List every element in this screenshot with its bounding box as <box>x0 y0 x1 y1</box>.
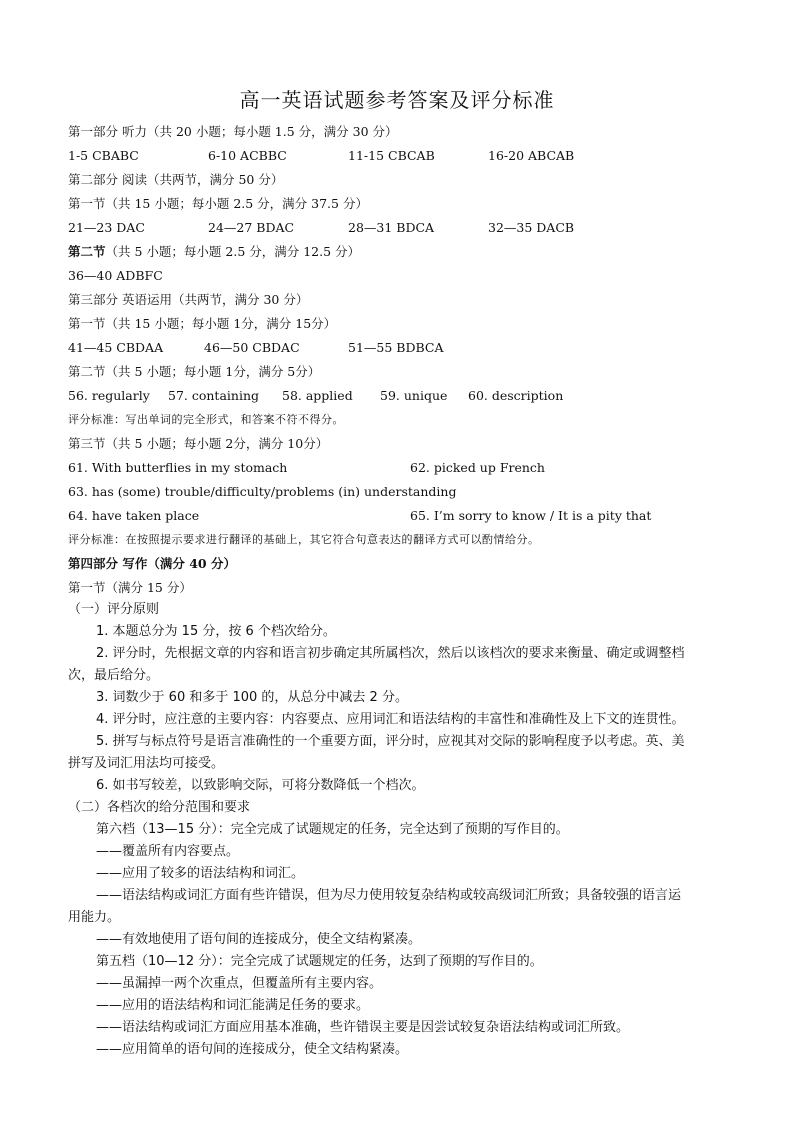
part3-sec2-heading: 第二节（共 5 小题；每小题 1分，满分 5分） <box>68 364 321 379</box>
part4-sec1-heading: 第一节（满分 15 分） <box>68 580 192 595</box>
scoring-note: 评分标准：写出单词的完全形式，和答案不符不得分。 <box>68 413 344 426</box>
level-heading: 第五档（10—12 分）：完全完成了试题规定的任务，达到了预期的写作目的。 <box>96 954 543 969</box>
answer-group: 32—35 DACB <box>488 220 575 235</box>
answer-group: 1-5 CBABC <box>68 148 139 163</box>
level-item: ——有效地使用了语句间的连接成分，使全文结构紧凑。 <box>96 932 422 947</box>
answer-group: 46—50 CBDAC <box>204 340 300 355</box>
principle-item: 6. 如书写较差，以致影响交际，可将分数降低一个档次。 <box>96 778 425 793</box>
answer-word: 58. applied <box>282 388 353 403</box>
answer-word: 57. containing <box>168 388 260 403</box>
level-item: ——覆盖所有内容要点。 <box>96 844 240 859</box>
level-item: ——应用了较多的语法结构和词汇。 <box>96 866 305 881</box>
answer-word: 59. unique <box>380 388 448 403</box>
level-item: ——应用简单的语句间的连接成分，使全文结构紧凑。 <box>96 1042 409 1057</box>
sec2-heading-rest: （共 5 小题；每小题 2.5 分，满分 12.5 分） <box>105 244 361 259</box>
answer-word: 56. regularly <box>68 388 150 403</box>
principle-item: 3. 词数少于 60 和多于 100 的，从总分中减去 2 分。 <box>96 690 408 705</box>
translation-answer: 62. picked up French <box>410 460 545 475</box>
part3-heading: 第三部分 英语运用（共两节，满分 30 分） <box>68 292 309 307</box>
answer-group: 16-20 ABCAB <box>488 148 575 163</box>
part2-sec1-heading: 第一节（共 15 小题；每小题 2.5 分，满分 37.5 分） <box>68 196 368 211</box>
level-item: ——语法结构或词汇方面有些许错误，但为尽力使用较复杂结构或较高级词汇所致；具备较强的语言运 <box>96 888 682 903</box>
answer-group: 41—45 CBDAA <box>68 340 164 355</box>
sec2-heading-bold: 第二节 <box>68 244 106 259</box>
part4-heading: 第四部分 写作（满分 40 分） <box>68 556 236 571</box>
principle-item-cont: 次，最后给分。 <box>68 668 160 683</box>
answer-group: 36—40 ADBFC <box>68 268 163 283</box>
level-item: ——应用的语法结构和词汇能满足任务的要求。 <box>96 998 370 1013</box>
principle-item: 5. 拼写与标点符号是语言准确性的一个重要方面，评分时，应视其对交际的影响程度予以考虑。英、美 <box>96 734 685 749</box>
translation-answer: 63. has (some) trouble/difficulty/problems (in) understanding <box>68 484 457 499</box>
levels-heading: （二）各档次的给分范围和要求 <box>68 800 251 815</box>
answer-group: 51—55 BDBCA <box>348 340 444 355</box>
translation-answer: 61. With butterflies in my stomach <box>68 460 288 475</box>
level-heading: 第六档（13—15 分）：完全完成了试题规定的任务，完全达到了预期的写作目的。 <box>96 822 569 837</box>
part3-sec3-heading: 第三节（共 5 小题；每小题 2分，满分 10分） <box>68 436 329 451</box>
answer-group: 24—27 BDAC <box>208 220 295 235</box>
principle-item-cont: 拼写及词汇用法均可接受。 <box>68 756 225 771</box>
level-item-cont: 用能力。 <box>68 910 121 925</box>
answer-word: 60. description <box>468 388 564 403</box>
part1-heading: 第一部分 听力（共 20 小题；每小题 1.5 分，满分 30 分） <box>68 124 398 139</box>
translation-answer: 65. I’m sorry to know / It is a pity that <box>410 508 652 523</box>
page-title: 高一英语试题参考答案及评分标准 <box>239 88 555 112</box>
part3-sec1-heading: 第一节（共 15 小题；每小题 1分，满分 15分） <box>68 316 337 331</box>
principles-heading: （一）评分原则 <box>68 602 160 617</box>
part2-sec2-heading <box>68 244 360 260</box>
scoring-note: 评分标准：在按照提示要求进行翻译的基础上，其它符合句意表达的翻译方式可以酌情给分。 <box>68 533 540 546</box>
translation-answer: 64. have taken place <box>68 508 200 523</box>
principle-item: 1. 本题总分为 15 分，按 6 个档次给分。 <box>96 624 336 639</box>
level-item: ——语法结构或词汇方面应用基本准确，些许错误主要是因尝试较复杂语法结构或词汇所致。 <box>96 1020 630 1035</box>
answer-group: 21—23 DAC <box>68 220 145 235</box>
level-item: ——虽漏掉一两个次重点，但覆盖所有主要内容。 <box>96 976 383 991</box>
answer-group: 11-15 CBCAB <box>348 148 435 163</box>
principle-item: 4. 评分时，应注意的主要内容：内容要点、应用词汇和语法结构的丰富性和准确性及上下文的连贯性。 <box>96 712 685 727</box>
answer-group: 6-10 ACBBC <box>208 148 287 163</box>
part2-heading: 第二部分 阅读（共两节，满分 50 分） <box>68 172 284 187</box>
principle-item: 2. 评分时，先根据文章的内容和语言初步确定其所属档次，然后以该档次的要求来衡量、确定或调整档 <box>96 646 685 661</box>
answer-group: 28—31 BDCA <box>348 220 435 235</box>
